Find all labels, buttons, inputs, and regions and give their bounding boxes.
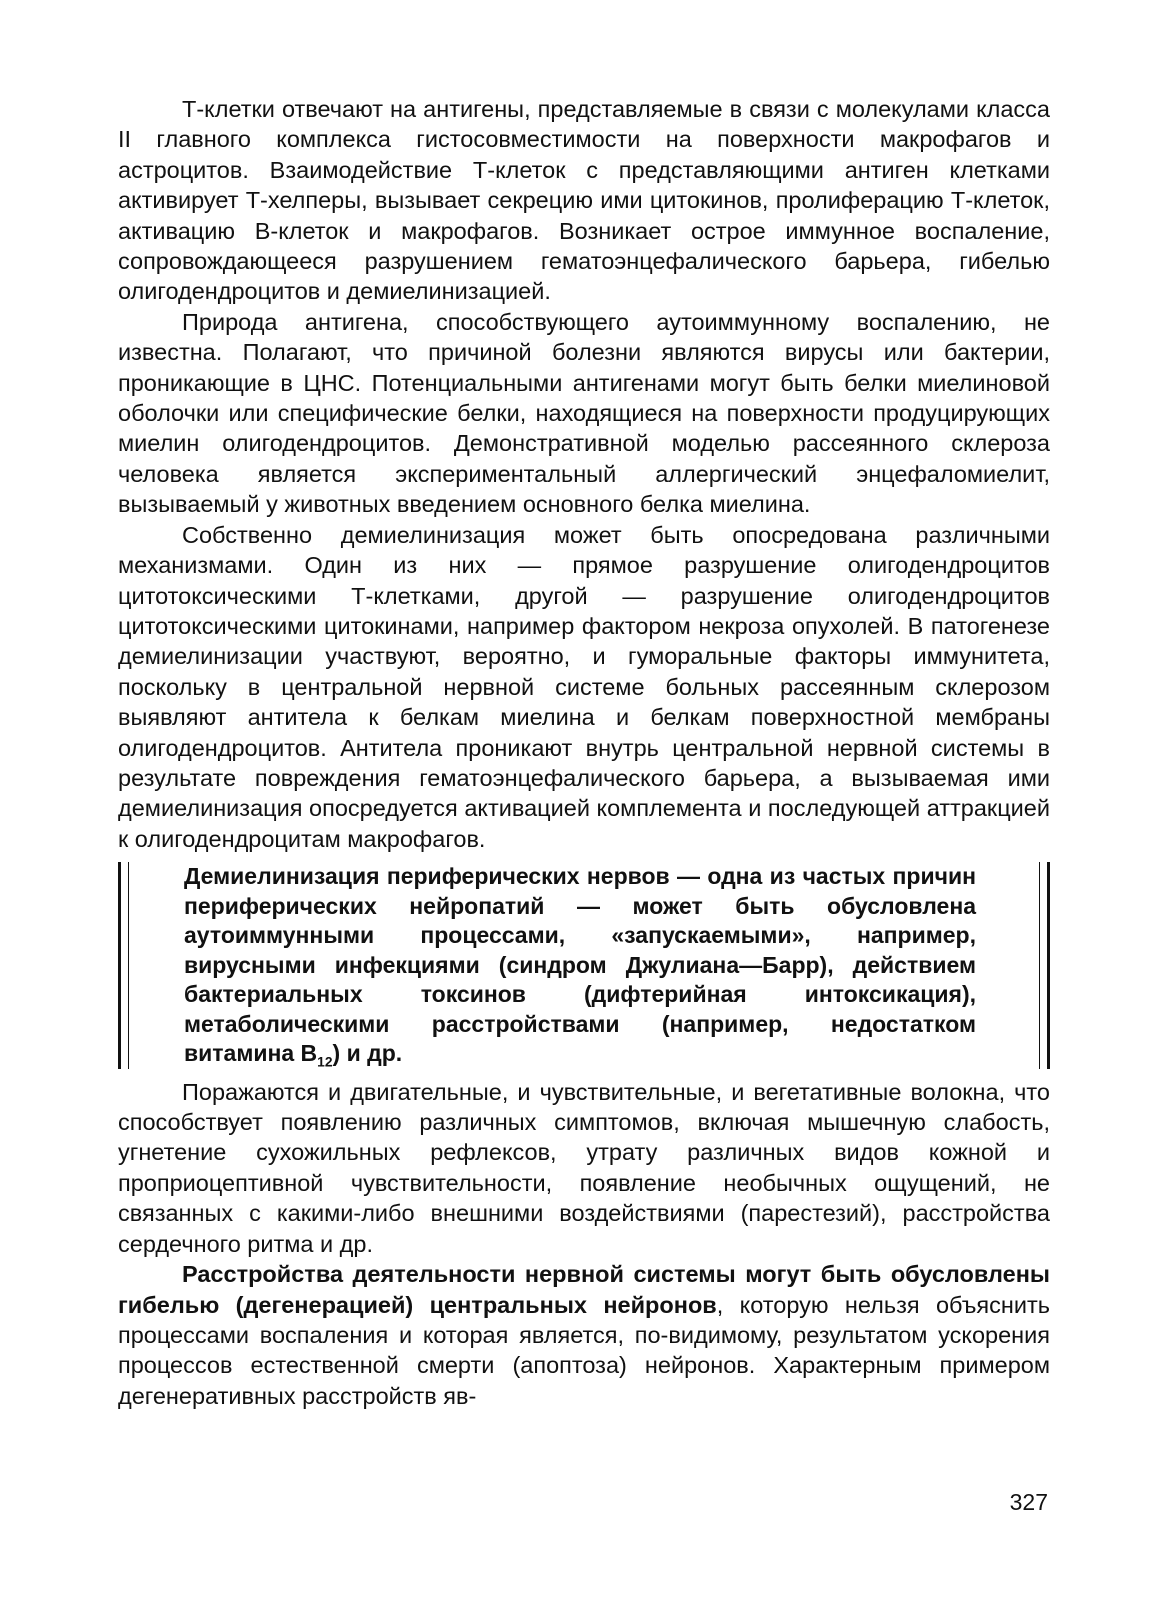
paragraph-lead-bold: Расстройства деятельности нервной системы могут быть обусловлены гибелью (дегенерацией) центральных нейронов xyxy=(118,1261,1050,1318)
paragraph-rest: , которую нельзя объяснить процессами воспаления и которая является, по-видимому, результатом ускорения процессов естественной смерти (апоптоза) нейронов. Характерным примером дегенеративных расстройств яв- xyxy=(118,1291,1050,1409)
highlighted-callout xyxy=(118,862,1050,1069)
page-number: 327 xyxy=(1009,1489,1048,1515)
callout-left-bar xyxy=(118,862,129,1069)
vitamin-subscript: 12 xyxy=(317,1054,333,1070)
paragraph-peripheral-symptoms: Поражаются и двигательные, и чувствительные, и вегетативные волокна, что способствует появлению различных симптомов, включая мышечную слабость, угнетение сухожильных рефлексов, утрату различных видов кожной и проприоцептивной чувствительности, появление необычных ощущений, не связанных с какими-либо внешними воздействиями (парестезий), расстройства сердечного ритма и др. xyxy=(118,1078,1050,1257)
paragraph-t-cells: Т-клетки отвечают на антигены, представляемые в связи с молекулами класса II главного комплекса гистосовместимости на поверхности макрофагов и астроцитов. Взаимодействие Т-клеток с представляющими антиген клетками активирует Т-хелперы, вызывает секрецию ими цитокинов, пролиферацию Т-клеток, активацию В-клеток и макрофагов. Возникает острое иммунное воспаление, сопровождающееся разрушением гематоэнцефалического барьера, гибелью олигодендроцитов и демиелинизацией. xyxy=(118,96,1050,305)
book-page xyxy=(118,94,1050,1514)
paragraph-neuron-degeneration xyxy=(118,1259,1050,1411)
paragraph-demyelination-mechanisms: Собственно демиелинизация может быть опосредована различными механизмами. Один из них — прямое разрушение олигодендроцитов цитотоксическими Т-клетками, другой — разрушение олигодендроцитов цитотоксическими цитокинами, например фактором некроза опухолей. В патогенезе демиелинизации участвуют, вероятно, и гуморальные факторы иммунитета, поскольку в центральной нервной системе больных рассеянным склерозом выявляют антитела к белкам миелина и белкам поверхностной мембраны олигодендроцитов. Антитела проникают внутрь центральной нервной системы в результате повреждения гематоэнцефалического барьера, а вызываемая ими демиелинизация опосредуется активацией комплемента и последующей аттракцией к олигодендроцитам макрофагов. xyxy=(118,521,1050,852)
callout-tail-text: ) и др. xyxy=(332,1040,403,1067)
paragraph-antigen-nature: Природа антигена, способствующего аутоиммунному воспалению, не известна. Полагают, что причиной болезни являются вирусы или бактерии, проникающие в ЦНС. Потенциальными антигенами могут быть белки миелиновой оболочки или специфические белки, находящиеся на поверхности продуцирующих миелин олигодендроцитов. Демонстративной моделью рассеянного склероза человека является экспериментальный аллергический энцефаломиелит, вызываемый у животных введением основного белка миелина. xyxy=(118,308,1050,518)
callout-right-bar xyxy=(1039,862,1050,1069)
callout-main-text: Демиелинизация периферических нервов — одна из частых причин периферических нейропатий — может быть обусловлена аутоиммунными процессами, «запускаемыми», например, вирусными инфекциями (синдром Джулиана—Барр), действием бактериальных токсинов (дифтерийная интоксикация), метаболическими расстройствами (например, недостатком витамина B xyxy=(184,863,976,1067)
callout-text xyxy=(184,862,976,1069)
